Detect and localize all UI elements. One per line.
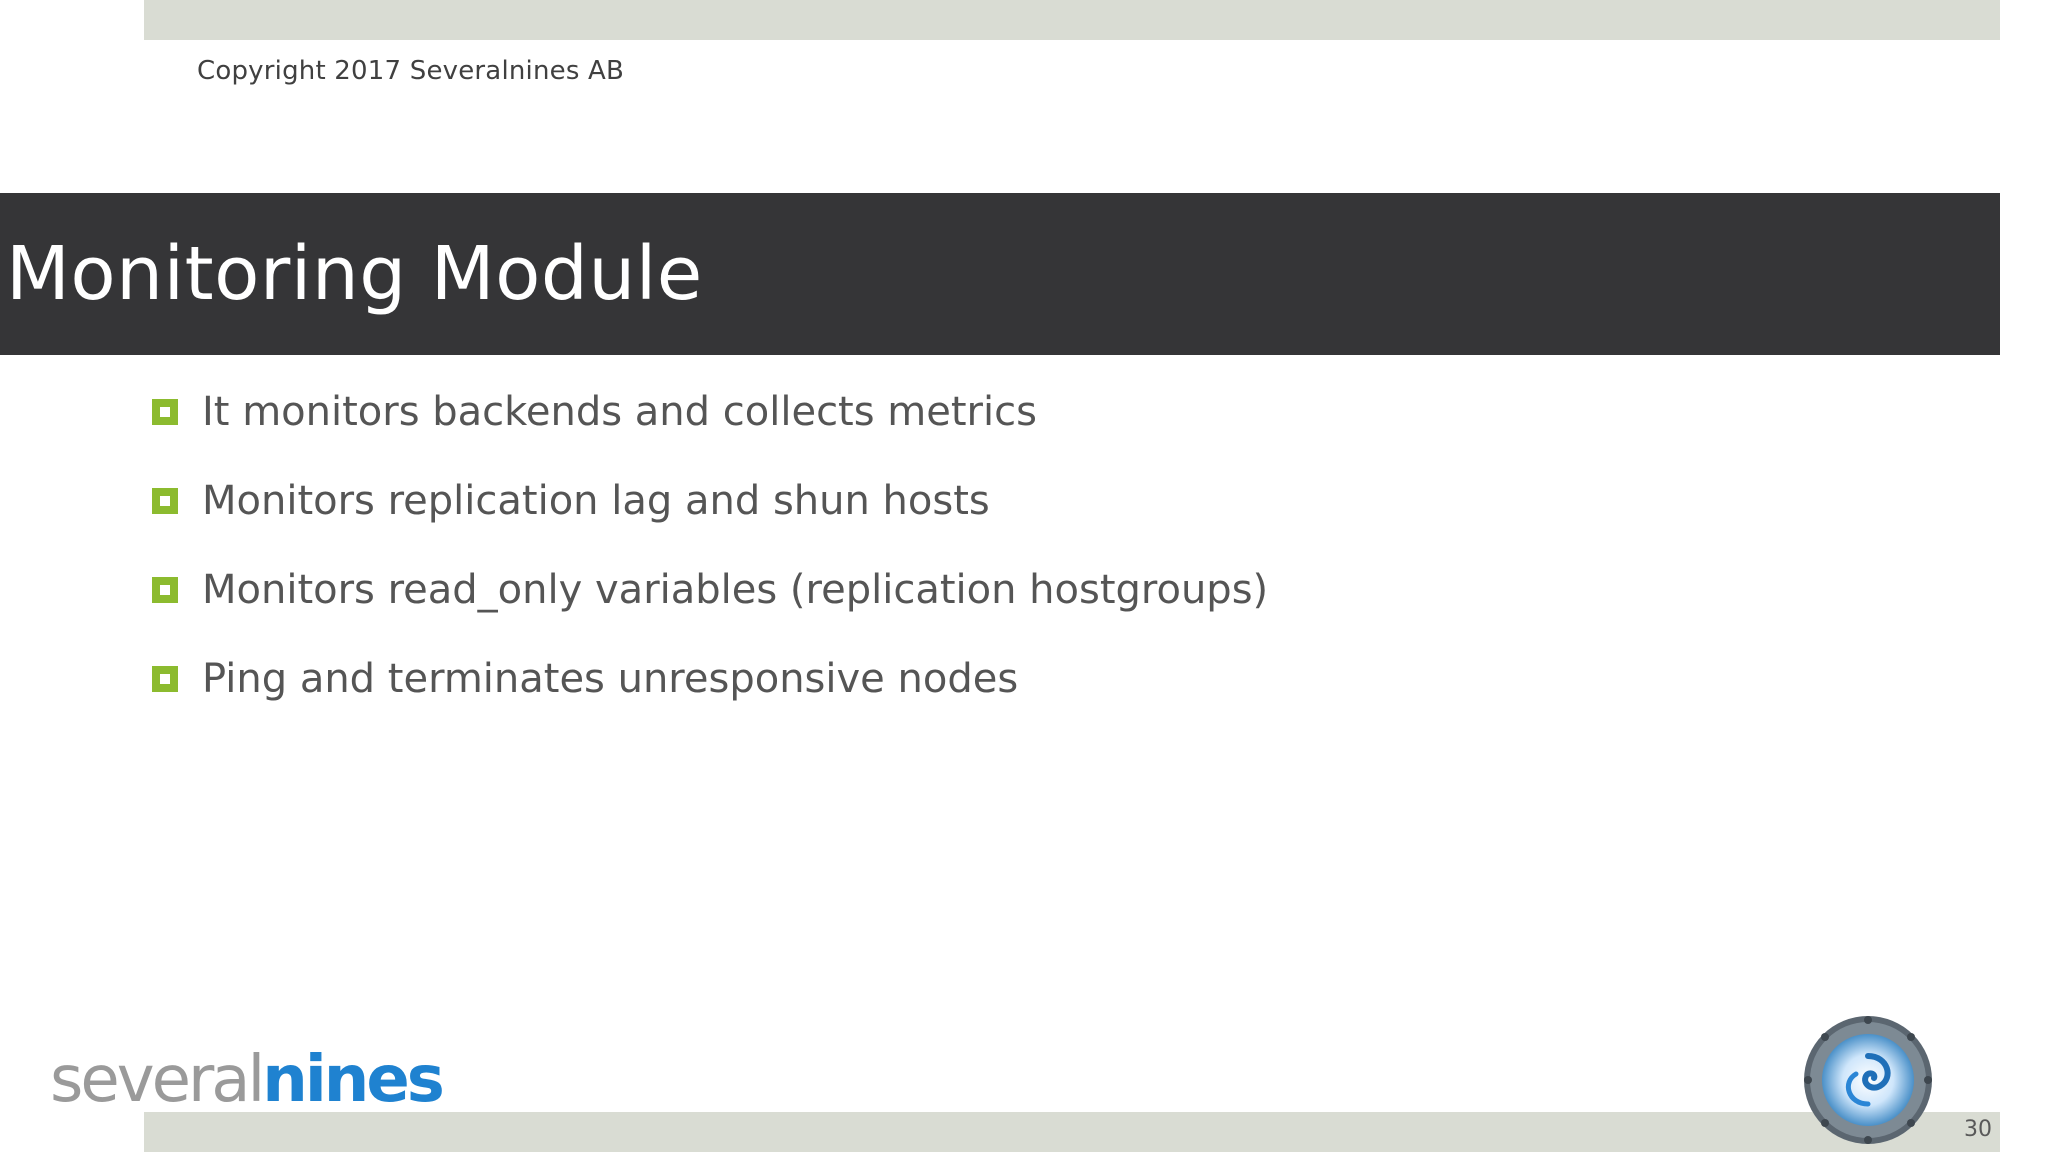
logo-several-text: several [50, 1043, 263, 1117]
bullet-text: It monitors backends and collects metrics [202, 389, 1037, 435]
top-band [144, 0, 2000, 40]
bullet-square-icon [152, 488, 178, 514]
bullet-list [152, 382, 1268, 738]
bullet-square-icon [152, 666, 178, 692]
bullet-text: Monitors read_only variables (replication hostgroups) [202, 567, 1269, 613]
bullet-text: Ping and terminates unresponsive nodes [202, 656, 1019, 702]
bullet-item [152, 560, 1268, 649]
severalnines-logo [50, 1040, 442, 1120]
title-bar [0, 193, 2000, 355]
bullet-item [152, 471, 1268, 560]
bullet-item [152, 382, 1268, 471]
bullet-item [152, 649, 1268, 738]
page-number: 30 [1964, 1117, 1992, 1142]
proxysql-logo-icon [1802, 1014, 1934, 1146]
bullet-square-icon [152, 577, 178, 603]
logo-nines-text: nines [262, 1043, 442, 1117]
bullet-text: Monitors replication lag and shun hosts [202, 478, 990, 524]
bullet-square-icon [152, 399, 178, 425]
copyright-text: Copyright 2017 Severalnines AB [197, 56, 625, 86]
slide-title: Monitoring Module [6, 231, 703, 317]
